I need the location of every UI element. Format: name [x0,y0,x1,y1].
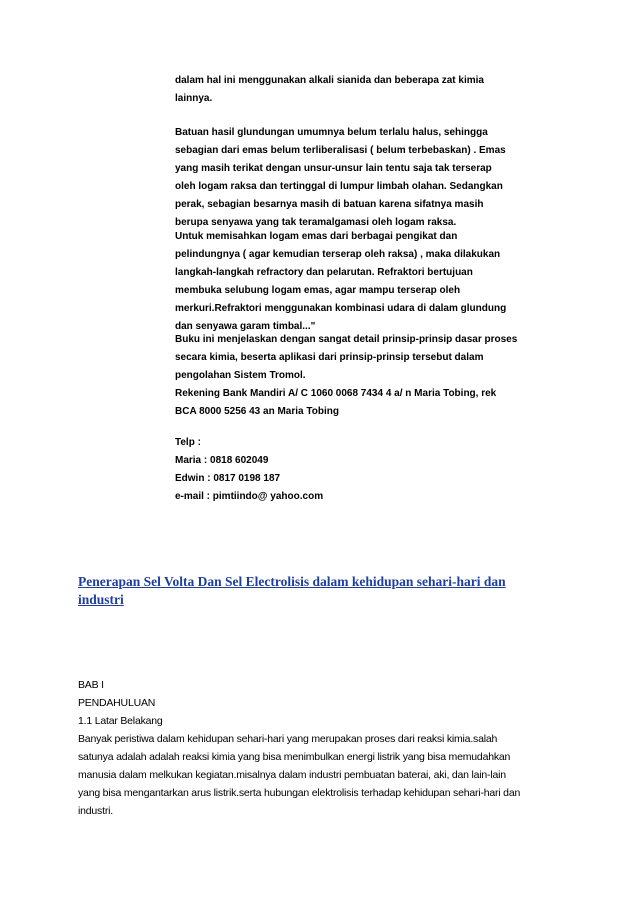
contact-info [175,434,575,506]
text-line: Rekening Bank Mandiri A/ C 1060 0068 7434 4 a/ n Maria Tobing, rek [175,388,497,399]
text-line: secara kimia, beserta aplikasi dari prinsip-prinsip tersebut dalam [175,352,484,363]
text-line: sebagian dari emas belum terliberalisasi ( belum terbebaskan) . Emas [175,145,506,156]
chapter-intro [78,676,578,820]
section-heading: 1.1 Latar Belakang [78,715,163,727]
text-line: Edwin : 0817 0198 187 [175,473,281,484]
text-line: oleh logam raksa dan tertinggal di lumpur limbah olahan. Sedangkan [175,181,503,192]
text-line: manusia dalam melkukan kegiatan.misalnya dalam industri pembuatan baterai, aki, dan lain-lain [78,769,506,781]
paragraph-memisahkan [175,228,575,336]
text-line: perak, sebagian besarnya masih di batuan karena sifatnya masih [175,199,484,210]
text-line: Telp : [175,437,201,448]
link-line: industri [78,592,124,607]
text-line: berupa senyawa yang tak teramalgamasi oleh logam raksa. [175,217,457,228]
paragraph-alkali [175,72,575,108]
text-line: dan senyawa garam timbal..." [175,321,316,332]
text-line: dalam hal ini menggunakan alkali sianida dan beberapa zat kimia [175,75,484,86]
chapter-title: PENDAHULUAN [78,697,156,709]
text-line: Buku ini menjelaskan dengan sangat detail prinsip-prinsip dasar proses [175,334,518,345]
text-line: yang bisa mengantarkan arus listrik.serta hubungan elektrolisis terhadap kehidupan sehari-hari dan [78,787,521,799]
text-line: Batuan hasil glundungan umumnya belum terlalu halus, sehingga [175,127,488,138]
text-line: Maria : 0818 602049 [175,455,269,466]
paragraph-batuan [175,124,575,232]
text-line: Banyak peristiwa dalam kehidupan sehari-hari yang merupakan proses dari reaksi kimia.salah [78,733,498,745]
text-line: pengolahan Sistem Tromol. [175,370,306,381]
text-line: lainnya. [175,93,213,104]
text-line: e-mail : pimtiindo@ yahoo.com [175,491,324,502]
text-line: langkah-langkah refractory dan pelarutan. Refraktori bertujuan [175,267,473,278]
chapter-heading: BAB I [78,679,104,691]
text-line: yang masih terikat dengan unsur-unsur lain tentu saja tak terserap [175,163,492,174]
text-line: pelindungnya ( agar kemudian terserap oleh raksa) , maka dilakukan [175,249,501,260]
text-line: merkuri.Refraktori menggunakan kombinasi udara di dalam glundung [175,303,507,314]
paragraph-buku [175,331,575,385]
text-line: satunya adalah adalah reaksi kimia yang bisa menimbulkan energi listrik yang bisa memudahkan [78,751,511,763]
paragraph-rekening [175,385,575,421]
text-line: BCA 8000 5256 43 an Maria Tobing [175,406,339,417]
text-line: industri. [78,805,113,817]
text-line: membuka selubung logam emas, agar mampu terserap oleh [175,285,461,296]
link-line: Penerapan Sel Volta Dan Sel Electrolisis dalam kehidupan sehari-hari dan [78,574,506,589]
article-title-link[interactable] [78,573,578,609]
text-line: Untuk memisahkan logam emas dari berbagai pengikat dan [175,231,458,242]
